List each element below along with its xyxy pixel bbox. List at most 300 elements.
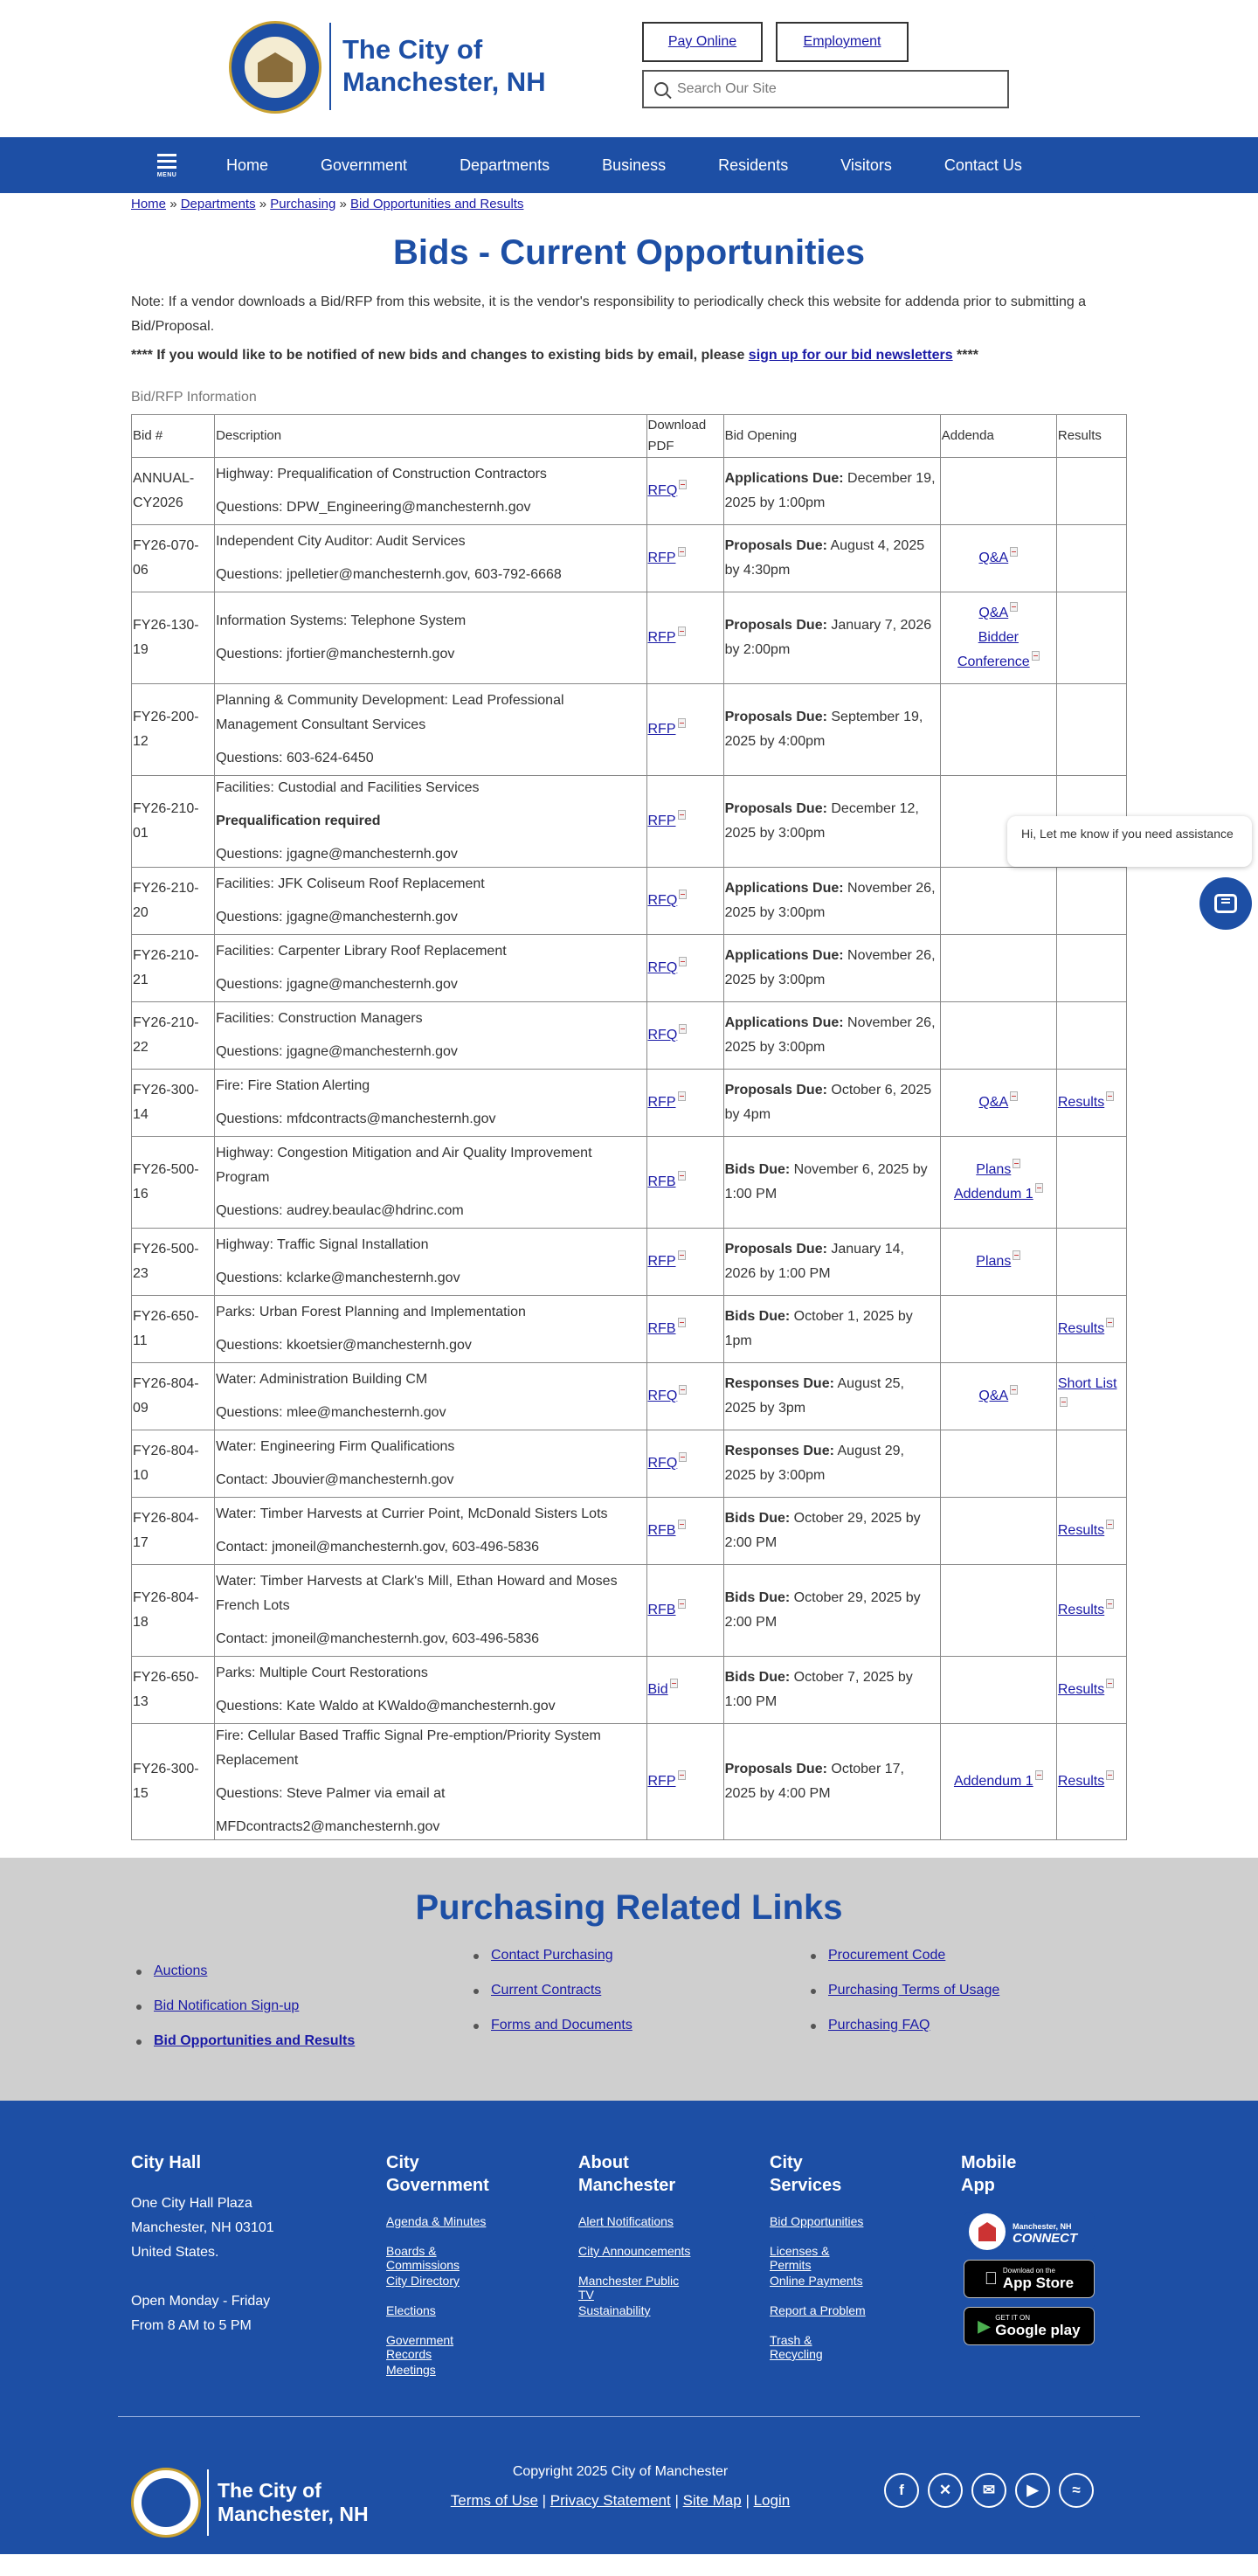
related-link[interactable]: Bid Notification Sign-up	[154, 1998, 300, 2013]
footer-link[interactable]: Sustainability	[578, 2303, 651, 2317]
footer-logo-divider	[207, 2469, 209, 2536]
bid-pdf-link[interactable]: RFP	[647, 551, 676, 565]
pdf-icon	[679, 957, 687, 966]
bid-download	[646, 776, 723, 868]
breadcrumb: Home » Departments » Purchasing » Bid Opportunities and Results	[131, 197, 524, 211]
bid-opening: Applications Due: November 26, 2025 by 3:00pm	[723, 868, 940, 935]
bid-pdf-link[interactable]: RFP	[647, 1774, 676, 1789]
related-links-section	[0, 1858, 1258, 2101]
terms-of-use-link[interactable]: Terms of Use	[450, 2492, 538, 2509]
bid-results	[1056, 935, 1126, 1002]
bid-opening: Responses Due: August 25, 2025 by 3pm	[723, 1363, 940, 1430]
footer-about-links	[578, 2214, 692, 2333]
footer-link[interactable]: Licenses & Permits	[770, 2244, 830, 2272]
footer-link[interactable]: Elections	[386, 2303, 436, 2317]
addendum-link[interactable]: Q&A	[978, 1095, 1009, 1110]
footer-link[interactable]: Manchester Public TV	[578, 2274, 680, 2302]
table-row	[132, 1565, 1127, 1657]
bid-number: FY26-804-10	[132, 1430, 215, 1498]
bid-number: ANNUAL-CY2026	[132, 458, 215, 525]
bid-description: Information Systems: Telephone System Questions: jfortier@manchesternh.gov	[215, 592, 646, 684]
bid-results	[1056, 525, 1126, 592]
menu-button[interactable]: MENU	[153, 152, 181, 178]
footer-link-item	[386, 2363, 500, 2392]
bid-results	[1056, 1296, 1126, 1363]
bid-download	[646, 935, 723, 1002]
table-row	[132, 935, 1127, 1002]
related-link[interactable]: Contact Purchasing	[491, 1948, 613, 1963]
footer-link-item	[386, 2214, 500, 2244]
manchester-connect-icon	[967, 2212, 1007, 2252]
breadcrumb-home[interactable]: Home	[131, 197, 167, 211]
bid-opening: Proposals Due: December 12, 2025 by 3:00pm	[723, 776, 940, 868]
bid-addenda	[940, 458, 1056, 525]
apple-icon	[985, 2269, 998, 2289]
pdf-icon	[679, 1024, 687, 1034]
bid-opening: Proposals Due: October 6, 2025 by 4pm	[723, 1070, 940, 1137]
login-link[interactable]: Login	[753, 2492, 791, 2509]
bid-opening: Responses Due: August 29, 2025 by 3:00pm	[723, 1430, 940, 1498]
employment-button[interactable]: Employment	[776, 22, 909, 62]
pdf-icon	[1060, 1397, 1068, 1407]
bid-number: FY26-200-12	[132, 684, 215, 776]
bid-number: FY26-804-18	[132, 1565, 215, 1657]
bid-description: Fire: Cellular Based Traffic Signal Pre-emption/Priority System Replacement Questions: Steve Palmer via email at MFDcontracts2@manchesternh.gov	[215, 1724, 646, 1840]
hamburger-icon	[157, 154, 176, 156]
chat-button[interactable]	[1199, 877, 1252, 930]
related-link[interactable]: Auctions	[154, 1963, 208, 1978]
footer-link[interactable]: City Directory	[386, 2274, 460, 2288]
footer-link-item	[578, 2303, 692, 2333]
bid-results	[1056, 1430, 1126, 1498]
pdf-icon	[1106, 1091, 1114, 1101]
logo-divider	[329, 23, 331, 110]
site-footer	[0, 2101, 1258, 2554]
related-link-item	[468, 1982, 805, 2017]
bid-opening: Proposals Due: October 17, 2025 by 4:00 PM	[723, 1724, 940, 1840]
bid-number: FY26-804-17	[132, 1498, 215, 1565]
footer-link-item	[386, 2274, 500, 2303]
bid-addenda	[940, 1070, 1056, 1137]
related-link[interactable]: Bid Opportunities and Results	[154, 2033, 356, 2048]
pdf-icon	[679, 480, 687, 489]
nav-item-home[interactable]: Home	[226, 156, 269, 174]
footer-link-item	[386, 2244, 500, 2274]
bid-description: Water: Timber Harvests at Currier Point, McDonald Sisters Lots Contact: jmoneil@manchesternh.gov, 603-496-5836	[215, 1498, 646, 1565]
footer-link-item	[770, 2303, 866, 2333]
pdf-icon	[678, 810, 686, 820]
site-title[interactable]: The City of Manchester, NH	[342, 34, 546, 97]
pdf-icon	[1013, 1250, 1020, 1260]
footer-link-item	[386, 2303, 500, 2333]
table-header-row	[132, 415, 1127, 458]
bid-number: FY26-210-22	[132, 1002, 215, 1070]
bid-description: Water: Engineering Firm Qualifications Contact: Jbouvier@manchesternh.gov	[215, 1430, 646, 1498]
main-nav	[0, 137, 1258, 193]
google-play-icon: ▶	[978, 2316, 991, 2335]
search-box[interactable]	[642, 70, 1009, 108]
related-links-column	[131, 1963, 468, 2067]
vendor-note: Note: If a vendor downloads a Bid/RFP from this website, it is the vendor's responsibility to periodically check this website for addenda prior to submitting a Bid/Proposal.	[131, 294, 1087, 334]
related-links-column	[805, 1947, 1143, 2067]
table-row	[132, 1724, 1127, 1840]
pdf-icon	[1035, 1183, 1043, 1193]
pdf-icon	[679, 1452, 687, 1462]
bid-results	[1056, 868, 1126, 935]
related-link[interactable]: Purchasing Terms of Usage	[828, 1983, 1000, 1998]
bids-table-body	[132, 458, 1127, 1840]
bid-opening: Proposals Due: September 19, 2025 by 4:00pm	[723, 684, 940, 776]
addendum-link[interactable]: Q&A	[978, 551, 1009, 565]
bid-number: FY26-130-19	[132, 592, 215, 684]
bid-description: Highway: Congestion Mitigation and Air Quality Improvement Program Questions: audrey.beaulac@hdrinc.com	[215, 1137, 646, 1229]
bid-description: Highway: Traffic Signal Installation Questions: kclarke@manchesternh.gov	[215, 1229, 646, 1296]
bid-pdf-link[interactable]: RFB	[647, 1321, 676, 1336]
footer-services: City Services Bid Opportunities Licenses & Permits Online Payments Report a Problem Trash & Recycling	[770, 2153, 866, 2361]
pdf-icon	[678, 547, 686, 557]
bid-number: FY26-300-15	[132, 1724, 215, 1840]
col-description: Description	[215, 415, 646, 458]
bid-download	[646, 1657, 723, 1724]
bid-pdf-link[interactable]: RFB	[647, 1603, 676, 1617]
footer-city-seal[interactable]	[131, 2468, 201, 2538]
bid-addenda	[940, 1229, 1056, 1296]
site-header	[0, 0, 1258, 137]
bid-results	[1056, 592, 1126, 684]
chat-greeting[interactable]: Hi, Let me know if you need assistance	[1007, 816, 1252, 867]
footer-link[interactable]: Alert Notifications	[578, 2214, 674, 2228]
footer-site-title[interactable]: The City of Manchester, NH	[218, 2479, 369, 2525]
bid-description: Fire: Fire Station Alerting Questions: mfdcontracts@manchesternh.gov	[215, 1070, 646, 1137]
bid-number: FY26-300-14	[132, 1070, 215, 1137]
related-links-title: Purchasing Related Links	[415, 1888, 843, 1927]
pdf-icon	[1010, 1385, 1018, 1395]
pdf-icon	[679, 890, 687, 899]
bid-addenda	[940, 1565, 1056, 1657]
related-link-item	[805, 1947, 1143, 1982]
bid-description: Water: Administration Building CM Questions: mlee@manchesternh.gov	[215, 1363, 646, 1430]
results-link[interactable]: Results	[1057, 1321, 1105, 1336]
bid-download	[646, 1229, 723, 1296]
related-link-item	[468, 1947, 805, 1982]
app-store-badge[interactable]: Download on the App Store	[964, 2260, 1095, 2298]
bid-number: FY26-650-13	[132, 1657, 215, 1724]
pdf-icon	[678, 1171, 686, 1181]
footer-link[interactable]: Meetings	[386, 2363, 436, 2377]
bid-download	[646, 592, 723, 684]
bid-addenda	[940, 868, 1056, 935]
bid-results	[1056, 1498, 1126, 1565]
breadcrumb-departments[interactable]: Departments	[180, 197, 256, 211]
bid-results	[1056, 1137, 1126, 1229]
pdf-icon	[678, 1250, 686, 1260]
footer-link[interactable]: Government Records	[386, 2333, 454, 2361]
bid-addenda	[940, 1498, 1056, 1565]
manchester-connect-badge[interactable]: Manchester, NH CONNECT	[964, 2212, 1095, 2251]
related-link[interactable]: Current Contracts	[491, 1983, 602, 1998]
related-link[interactable]: Purchasing FAQ	[828, 2018, 930, 2032]
bid-pdf-link[interactable]: RFB	[647, 1523, 676, 1538]
bid-opening: Bids Due: October 7, 2025 by 1:00 PM	[723, 1657, 940, 1724]
pdf-icon	[678, 1318, 686, 1327]
pdf-icon	[1010, 602, 1018, 612]
addendum-link[interactable]: Addendum 1	[953, 1187, 1033, 1201]
results-link[interactable]: Short List	[1057, 1376, 1117, 1391]
facebook-icon[interactable]: f	[884, 2473, 919, 2508]
table-caption: Bid/RFP Information	[131, 390, 257, 405]
footer-link[interactable]: Report a Problem	[770, 2303, 866, 2317]
footer-government-links	[386, 2214, 500, 2392]
bid-number: FY26-500-23	[132, 1229, 215, 1296]
youtube-icon[interactable]: ▶	[1015, 2473, 1050, 2508]
footer-divider	[118, 2416, 1140, 2417]
bid-addenda	[940, 1296, 1056, 1363]
table-row	[132, 1229, 1127, 1296]
results-link[interactable]: Results	[1057, 1523, 1105, 1538]
table-row	[132, 592, 1127, 684]
city-seal-logo[interactable]	[229, 21, 321, 114]
related-link-item	[131, 1963, 468, 1998]
bid-pdf-link[interactable]: RFQ	[647, 1388, 678, 1403]
footer-link[interactable]: Trash & Recycling	[770, 2333, 823, 2361]
bid-addenda	[940, 592, 1056, 684]
table-row	[132, 1070, 1127, 1137]
col-download-pdf: Download PDF	[646, 415, 723, 458]
addendum-link[interactable]: Q&A	[978, 606, 1009, 620]
bid-download	[646, 1296, 723, 1363]
results-link[interactable]: Results	[1057, 1682, 1105, 1697]
bid-pdf-link[interactable]: Bid	[647, 1682, 668, 1697]
bid-download	[646, 1137, 723, 1229]
nav-item-business[interactable]: Business	[602, 156, 667, 174]
bid-addenda	[940, 935, 1056, 1002]
footer-link-item	[770, 2274, 866, 2303]
bid-description: Facilities: JFK Coliseum Roof Replacement Questions: jgagne@manchesternh.gov	[215, 868, 646, 935]
nav-item-residents[interactable]: Residents	[718, 156, 789, 174]
pdf-icon	[1106, 1599, 1114, 1609]
footer-link-item	[578, 2214, 692, 2244]
breadcrumb-bid-opportunities[interactable]: Bid Opportunities and Results	[350, 197, 524, 211]
bid-download	[646, 684, 723, 776]
footer-link-item	[578, 2244, 692, 2274]
search-icon[interactable]	[654, 82, 668, 96]
footer-link[interactable]: Boards & Commissions	[386, 2244, 460, 2272]
bid-opening: Proposals Due: January 14, 2026 by 1:00 PM	[723, 1229, 940, 1296]
nav-item-contact-us[interactable]: Contact Us	[944, 156, 1022, 174]
search-input[interactable]	[677, 81, 992, 97]
bid-download	[646, 1363, 723, 1430]
table-row	[132, 1498, 1127, 1565]
bid-results	[1056, 1724, 1126, 1840]
footer-link-item	[578, 2274, 692, 2303]
table-row	[132, 1137, 1127, 1229]
pdf-icon	[679, 1385, 687, 1395]
bid-pdf-link[interactable]: RFQ	[647, 960, 678, 975]
pdf-icon	[678, 1091, 686, 1101]
table-row	[132, 458, 1127, 525]
bid-pdf-link[interactable]: RFP	[647, 1254, 676, 1269]
social-links	[884, 2473, 1102, 2508]
newsletter-signup-link[interactable]: sign up for our bid newsletters	[748, 348, 953, 363]
addendum-link[interactable]: Q&A	[978, 1388, 1009, 1403]
bid-opening: Proposals Due: January 7, 2026 by 2:00pm	[723, 592, 940, 684]
pdf-icon	[1106, 1770, 1114, 1780]
bid-opening: Proposals Due: August 4, 2025 by 4:30pm	[723, 525, 940, 592]
site-map-link[interactable]: Site Map	[682, 2492, 742, 2509]
legal-links: Terms of Use | Privacy Statement | Site Map | Login	[450, 2492, 791, 2509]
bid-description: Parks: Multiple Court Restorations Questions: Kate Waldo at KWaldo@manchesternh.gov	[215, 1657, 646, 1724]
bid-results	[1056, 1002, 1126, 1070]
bid-description: Parks: Urban Forest Planning and Implementation Questions: kkoetsier@manchesternh.gov	[215, 1296, 646, 1363]
bid-number: FY26-210-01	[132, 776, 215, 868]
pdf-icon	[1106, 1318, 1114, 1327]
page-title: Bids - Current Opportunities	[393, 233, 865, 272]
table-row	[132, 1296, 1127, 1363]
chat-icon	[1214, 894, 1237, 913]
newsletter-notice: **** If you would like to be notified of new bids and changes to existing bids by email, please sign up for our bid newsletters ****	[131, 348, 978, 363]
bid-description: Planning & Community Development: Lead Professional Management Consultant Services Questions: 603-624-6450	[215, 684, 646, 776]
bid-pdf-link[interactable]: RFB	[647, 1174, 676, 1189]
bid-number: FY26-210-21	[132, 935, 215, 1002]
col-results: Results	[1056, 415, 1126, 458]
col-bid-opening: Bid Opening	[723, 415, 940, 458]
bid-number: FY26-210-20	[132, 868, 215, 935]
bid-results	[1056, 684, 1126, 776]
addendum-link[interactable]: Bidder Conference	[957, 630, 1030, 669]
bid-download	[646, 1430, 723, 1498]
pay-online-button[interactable]: Pay Online	[642, 22, 763, 62]
pdf-icon	[1106, 1679, 1114, 1688]
pdf-icon	[1035, 1770, 1043, 1780]
breadcrumb-purchasing[interactable]: Purchasing	[270, 197, 336, 211]
table-row	[132, 1657, 1127, 1724]
bid-results	[1056, 1363, 1126, 1430]
email-icon[interactable]: ✉	[971, 2473, 1006, 2508]
bid-pdf-link[interactable]: RFQ	[647, 483, 678, 498]
bid-description: Facilities: Carpenter Library Roof Replacement Questions: jgagne@manchesternh.gov	[215, 935, 646, 1002]
col-bid-number: Bid #	[132, 415, 215, 458]
bid-pdf-link[interactable]: RFQ	[647, 893, 678, 908]
table-row	[132, 868, 1127, 935]
bid-download	[646, 525, 723, 592]
bid-download	[646, 458, 723, 525]
bid-opening: Bids Due: October 29, 2025 by 2:00 PM	[723, 1565, 940, 1657]
bid-pdf-link[interactable]: RFP	[647, 814, 676, 828]
bid-opening: Bids Due: November 6, 2025 by 1:00 PM	[723, 1137, 940, 1229]
bid-opening: Bids Due: October 1, 2025 by 1pm	[723, 1296, 940, 1363]
footer-link[interactable]: City Announcements	[578, 2244, 691, 2258]
bid-download	[646, 1002, 723, 1070]
bid-addenda	[940, 1137, 1056, 1229]
bids-table	[131, 414, 1127, 1840]
bid-results	[1056, 1657, 1126, 1724]
copyright: Copyright 2025 City of Manchester	[512, 2464, 729, 2479]
results-link[interactable]: Results	[1057, 1603, 1105, 1617]
footer-link-item	[770, 2214, 866, 2244]
pdf-icon	[678, 1520, 686, 1529]
footer-link[interactable]: Online Payments	[770, 2274, 863, 2288]
results-link[interactable]: Results	[1057, 1095, 1105, 1110]
pdf-icon	[1106, 1520, 1114, 1529]
bid-download	[646, 1070, 723, 1137]
footer-services-links	[770, 2214, 866, 2363]
bid-number: FY26-650-11	[132, 1296, 215, 1363]
table-row	[132, 684, 1127, 776]
bid-number: FY26-070-06	[132, 525, 215, 592]
addendum-link[interactable]: Plans	[976, 1254, 1012, 1269]
pdf-icon	[678, 1599, 686, 1609]
footer-about: About Manchester Alert Notifications City Announcements Manchester Public TV Sustainability	[578, 2151, 692, 2333]
related-link-item	[805, 2017, 1143, 2052]
bid-pdf-link[interactable]: RFQ	[647, 1456, 678, 1471]
bid-addenda	[940, 1724, 1056, 1840]
bid-results	[1056, 458, 1126, 525]
footer-link-item	[770, 2333, 866, 2363]
x-icon[interactable]: ✕	[928, 2473, 963, 2508]
footer-link[interactable]: Bid Opportunities	[770, 2214, 864, 2228]
privacy-statement-link[interactable]: Privacy Statement	[550, 2492, 671, 2509]
bid-addenda	[940, 525, 1056, 592]
bid-addenda	[940, 684, 1056, 776]
table-row	[132, 525, 1127, 592]
table-row	[132, 1363, 1127, 1430]
related-link[interactable]: Procurement Code	[828, 1948, 946, 1963]
bid-download	[646, 1498, 723, 1565]
footer-link[interactable]: Agenda & Minutes	[386, 2214, 487, 2228]
pdf-icon	[678, 718, 686, 728]
footer-city-government: City Government Agenda & Minutes Boards & Commissions City Directory Elections Government Records Meetings	[386, 2151, 500, 2392]
bid-download	[646, 1565, 723, 1657]
table-row	[132, 776, 1127, 868]
bid-results	[1056, 1565, 1126, 1657]
table-row	[132, 1430, 1127, 1498]
results-link[interactable]: Results	[1057, 1774, 1105, 1789]
bid-number: FY26-500-16	[132, 1137, 215, 1229]
addendum-link[interactable]: Addendum 1	[953, 1774, 1033, 1789]
google-play-badge[interactable]: ▶ GET IT ON Google play	[964, 2307, 1095, 2345]
addendum-link[interactable]: Plans	[976, 1162, 1012, 1177]
bid-pdf-link[interactable]: RFQ	[647, 1028, 678, 1042]
bid-addenda	[940, 1002, 1056, 1070]
related-link[interactable]: Forms and Documents	[491, 2018, 632, 2032]
bid-addenda	[940, 1430, 1056, 1498]
pdf-icon	[678, 1770, 686, 1780]
bid-description: Water: Timber Harvests at Clark's Mill, Ethan Howard and Moses French Lots Contact: jmoneil@manchesternh.gov, 603-496-5836	[215, 1565, 646, 1657]
bid-opening: Applications Due: November 26, 2025 by 3:00pm	[723, 935, 940, 1002]
pdf-icon	[1013, 1159, 1020, 1168]
bid-pdf-link[interactable]: RFP	[647, 722, 676, 737]
bid-pdf-link[interactable]: RFP	[647, 1095, 676, 1110]
related-links-column	[468, 1947, 805, 2067]
nav-item-visitors[interactable]: Visitors	[840, 156, 892, 174]
bid-addenda	[940, 1657, 1056, 1724]
bid-results	[1056, 1229, 1126, 1296]
bid-description: Independent City Auditor: Audit Services Questions: jpelletier@manchesternh.gov, 603-792-6668	[215, 525, 646, 592]
bid-pdf-link[interactable]: RFP	[647, 630, 676, 645]
bid-opening: Applications Due: December 19, 2025 by 1:00pm	[723, 458, 940, 525]
footer-mobile-app: Mobile App Manchester, NH CONNECT Download on the App Store ▶ GET IT ON Google play	[961, 2151, 1109, 2354]
bid-number: FY26-804-09	[132, 1363, 215, 1430]
related-link-item	[468, 2017, 805, 2052]
related-link-item	[131, 2032, 468, 2067]
nav-item-departments[interactable]: Departments	[460, 156, 550, 174]
footer-link-item	[770, 2244, 866, 2274]
news-icon[interactable]: ≈	[1059, 2473, 1094, 2508]
table-row	[132, 1002, 1127, 1070]
nav-item-government[interactable]: Government	[321, 156, 408, 174]
bid-description: Facilities: Construction Managers Questions: jgagne@manchesternh.gov	[215, 1002, 646, 1070]
related-link-item	[805, 1982, 1143, 2017]
